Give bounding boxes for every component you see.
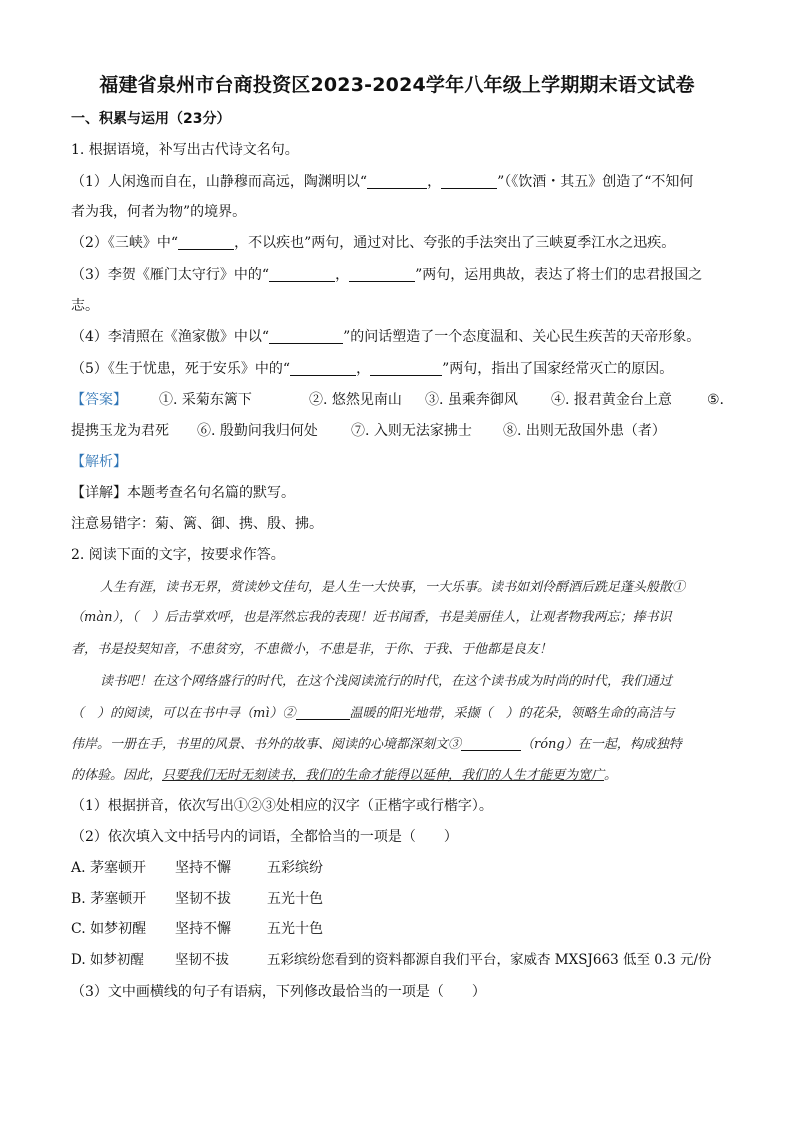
text: （2）《三峡》中“: [71, 235, 179, 251]
option-b: [71, 889, 723, 909]
sub-question-2: （2）依次填入文中括号内的词语，全都恰当的一项是（ ）: [71, 829, 458, 845]
text: ”两句，指出了国家经常灭亡的原因。: [442, 361, 674, 377]
answer-item: ⑧. 出则无敌国外患（者）: [503, 423, 666, 439]
text: （1）人闲逸而自在，山静穆而高远，陶渊明以“: [71, 174, 368, 190]
answer-line-1: [71, 390, 723, 410]
passage-line: [71, 735, 723, 755]
answer-blank: [441, 174, 497, 189]
answer-blank: [269, 329, 343, 344]
text: （ ）的阅读，可以在书中寻（mì）②: [71, 706, 296, 721]
option-c: [71, 919, 723, 939]
answer-blank: [269, 267, 335, 282]
answer-blank: [349, 267, 415, 282]
option-word: 坚韧不拔: [175, 952, 229, 968]
passage-line: [71, 766, 723, 786]
answer-blank: [290, 361, 356, 376]
option-word: 五彩缤纷: [267, 860, 323, 876]
answer-label: 【答案】: [71, 392, 127, 408]
text: （3）李贺《雁门太守行》中的“: [71, 267, 270, 283]
question-2-stem: 2. 阅读下面的文字，按要求作答。: [71, 547, 285, 563]
passage-line: [71, 704, 723, 724]
question-1-item-2: [71, 233, 723, 253]
option-word: 坚持不懈: [175, 860, 231, 876]
answer-blank: [178, 235, 234, 250]
answer-blank: [296, 705, 350, 720]
answer-item: ②. 悠然见南山: [309, 392, 402, 408]
text: ，: [356, 361, 371, 377]
answer-item: ⑤.: [707, 392, 725, 408]
passage-line: 者，书是投契知音，不患贫穷，不患微小，不患是非，于你、于我、于他都是良友！: [71, 642, 553, 657]
text: ”两句，运用典故，表达了将士们的忠君报国之: [415, 267, 703, 283]
page-title: 福建省泉州市台商投资区2023-2024学年八年级上学期期末语文试卷: [99, 74, 695, 96]
sub-question-1: （1）根据拼音，依次写出①②③处相应的汉字（正楷字或行楷字）。: [71, 798, 493, 814]
text: （róng）在一起，构成独特: [521, 737, 682, 752]
answer-item: 提携玉龙为君死: [71, 423, 169, 439]
option-word: 坚韧不拔: [175, 891, 231, 907]
option-word: 五彩缤纷您看到的资料都源自我们平台，家威杏 MXSJ663 低至 0.3 元/份: [267, 952, 712, 968]
passage-line: 读书吧！在这个网络盛行的时代，在这个浅阅读流行的时代，在这个读书成为时尚的时代，我们通过: [100, 674, 673, 689]
passage-line: （màn），（ ）后击掌欢呼，也是浑然忘我的表现！近书闻香，书是美丽佳人，让观者物我两忘；捧书识: [71, 610, 672, 625]
answer-blank: [461, 736, 521, 751]
analysis-label: 【解析】: [71, 454, 127, 470]
option-word: B. 茅塞顿开: [71, 891, 147, 907]
answer-item: ③. 虽乘奔御风: [425, 392, 518, 408]
option-word: 五光十色: [267, 891, 323, 907]
note-text: 注意易错字：菊、篱、御、携、殷、拂。: [71, 516, 323, 532]
text: 。: [604, 768, 618, 783]
text: ”的问话塑造了一个态度温和、关心民生疾苦的天帝形象。: [343, 329, 701, 345]
text: （4）李清照在《渔家傲》中以“: [71, 329, 270, 345]
answer-blank: [370, 361, 442, 376]
answer-item: ④. 报君黄金台上意: [551, 392, 672, 408]
question-1-item-1-cont: 者为我，何者为物”的境界。: [71, 204, 247, 220]
option-word: D. 如梦初醒: [71, 952, 144, 968]
option-d: [71, 950, 723, 970]
answer-item: ①. 采菊东篱下: [159, 392, 252, 408]
passage-line: 人生有涯，读书无界，赏读妙文佳句，是人生一大快事，一大乐事。读书如刘伶酹酒后跣足蓬头般散①: [100, 580, 686, 595]
question-1-item-3-cont: 志。: [71, 298, 99, 314]
underlined-sentence: 只要我们无时无刻读书，我们的生命才能得以延伸，我们的人生才能更为宽广: [162, 768, 605, 783]
question-1-item-1: [71, 172, 723, 192]
question-1-item-5: [71, 359, 723, 379]
section-heading: 一、积累与运用（23分）: [71, 111, 231, 127]
question-1-item-4: [71, 327, 723, 347]
text: ，: [427, 174, 442, 190]
answer-item: ⑥. 殷勤问我归何处: [197, 423, 318, 439]
answer-blank: [367, 174, 427, 189]
text: 伟岸。一册在手，书里的风景、书外的故事、阅读的心境都深刻文③: [71, 737, 462, 752]
text: ”（《饮酒・其五》创造了“不知何: [497, 174, 694, 190]
answer-line-2: [71, 421, 723, 441]
option-word: 五光十色: [267, 921, 323, 937]
option-word: C. 如梦初醒: [71, 921, 147, 937]
question-1-item-3: [71, 265, 723, 285]
question-1-stem: 1. 根据语境，补写出古代诗文名句。: [71, 142, 299, 158]
option-a: [71, 858, 723, 878]
text: （5）《生于忧患，死于安乐》中的“: [71, 361, 291, 377]
text: ，: [335, 267, 350, 283]
text: 的体验。因此，: [71, 768, 163, 783]
detail-text: 【详解】本题考查名句名篇的默写。: [71, 485, 295, 501]
text: ，不以疾也”两句，通过对比、夸张的手法突出了三峡夏季江水之迅疾。: [234, 235, 676, 251]
text: 温暖的阳光地带，采撷（ ）的花朵，领略生命的高洁与: [349, 706, 675, 721]
option-word: 坚持不懈: [175, 921, 231, 937]
answer-item: ⑦. 入则无法家拂士: [351, 423, 472, 439]
option-word: A. 茅塞顿开: [71, 860, 147, 876]
sub-question-3: （3）文中画横线的句子有语病，下列修改最恰当的一项是（ ）: [71, 984, 486, 1000]
